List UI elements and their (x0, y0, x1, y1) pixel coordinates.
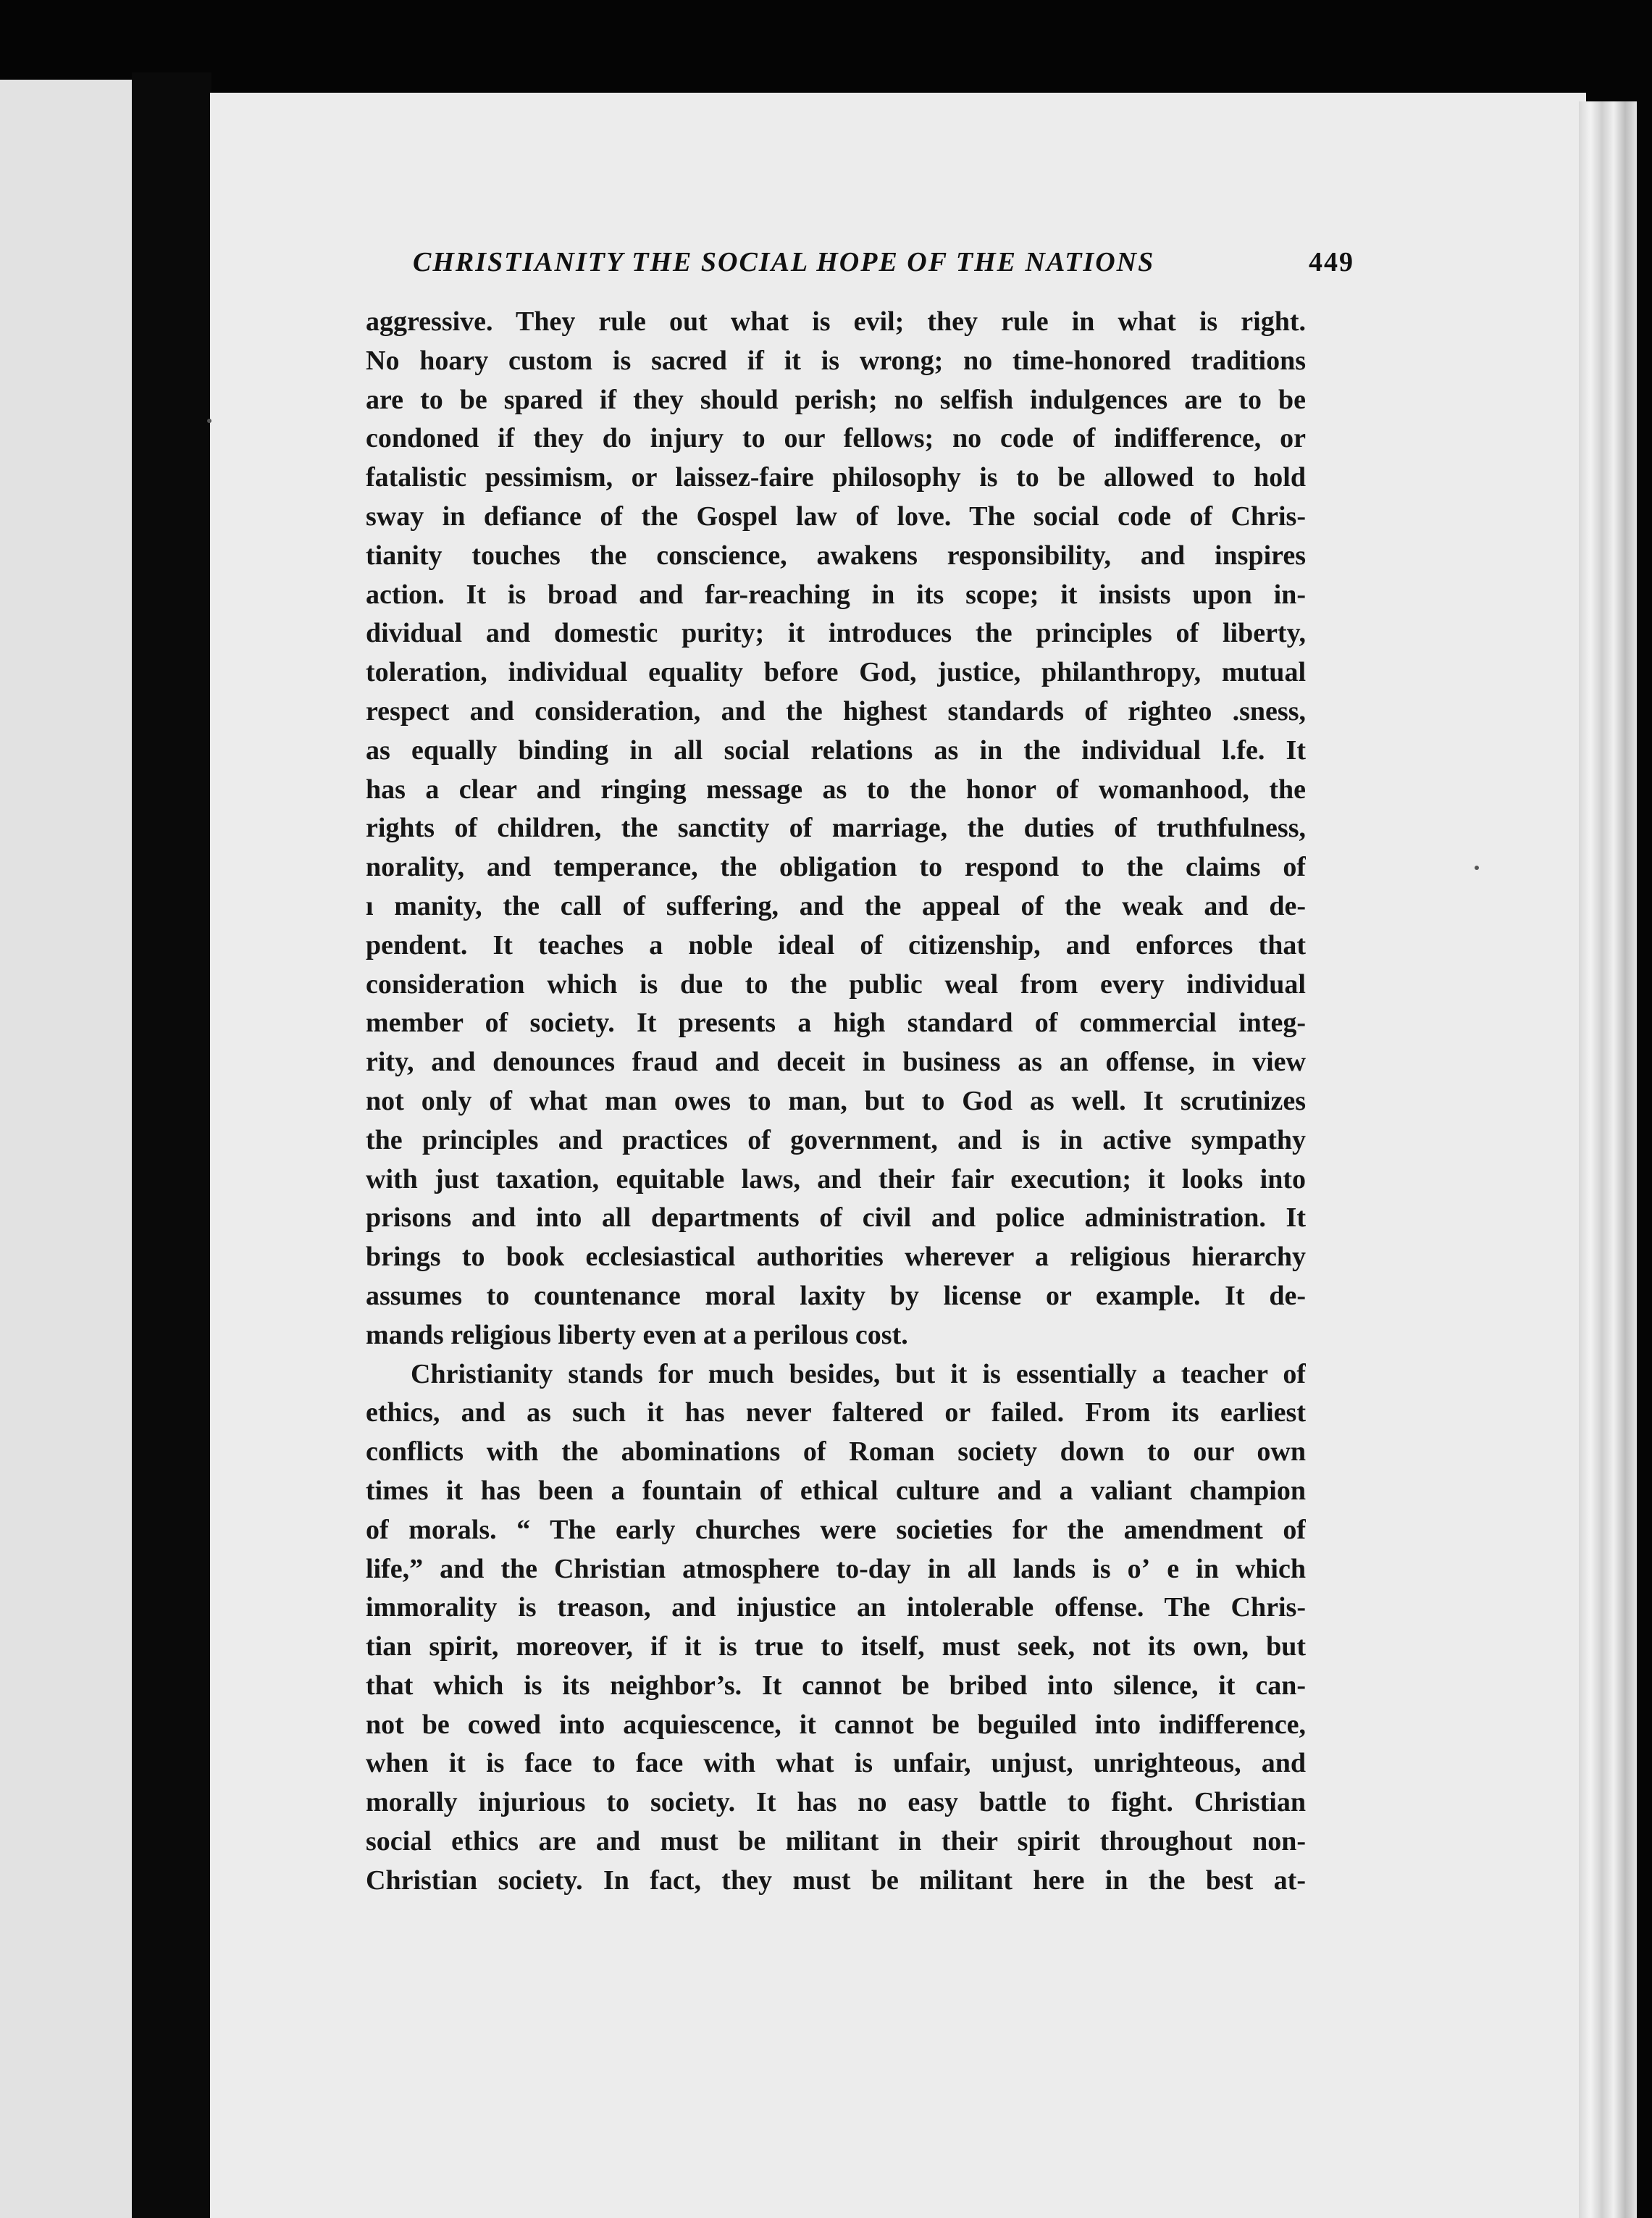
text-line: member of society. It presents a high standard of commercial integ- (366, 1008, 1306, 1039)
text-line: the principles and practices of government, and is in active sympathy (366, 1124, 1306, 1155)
text-line: of morals. “ The early churches were societies for the amendment of (366, 1514, 1306, 1545)
text-line: Christian society. In fact, they must be militant here in the best at- (366, 1865, 1306, 1896)
text-line: assumes to countenance moral laxity by license or example. It de- (366, 1280, 1306, 1311)
text-line: social ethics are and must be militant in their spirit throughout non- (366, 1826, 1306, 1857)
scan-speck (1475, 866, 1479, 870)
text-line: life,” and the Christian atmosphere to-day in all lands is oʼ e in which (366, 1553, 1306, 1584)
text-line: pendent. It teaches a noble ideal of citizenship, and enforces that (366, 929, 1306, 961)
text-line: prisons and into all departments of civil and police administration. It (366, 1202, 1306, 1234)
text-line: conflicts with the abominations of Roman society down to our own (366, 1436, 1306, 1468)
page-edge-stack (1579, 101, 1637, 2218)
text-line: condoned if they do injury to our fellows; no code of indifference, or (366, 423, 1306, 454)
text-line: that which is its neighbor’s. It cannot be bribed into silence, it can- (366, 1670, 1306, 1701)
text-line: aggressive. They rule out what is evil; they rule in what is right. (366, 306, 1306, 337)
text-line: rity, and denounces fraud and deceit in business as an offense, in view (366, 1047, 1306, 1078)
text-line: not only of what man owes to man, but to God as well. It scrutinizes (366, 1085, 1306, 1116)
text-line: brings to book ecclesiastical authorities wherever a religious hierarchy (366, 1242, 1306, 1273)
text-line: rights of children, the sanctity of marriage, the duties of truthfulness, (366, 813, 1306, 844)
text-line: sway in defiance of the Gospel law of love. The social code of Chris- (366, 501, 1306, 532)
text-line: No hoary custom is sacred if it is wrong; no time-honored traditions (366, 345, 1306, 376)
text-line: with just taxation, equitable laws, and their fair execution; it looks into (366, 1163, 1306, 1194)
scan-speck (207, 419, 211, 423)
text-line: when it is face to face with what is unfair, unjust, unrighteous, and (366, 1748, 1306, 1779)
text-line: respect and consideration, and the highest standards of righteo .sness, (366, 695, 1306, 727)
text-line: not be cowed into acquiescence, it cannot be beguiled into indifference, (366, 1709, 1306, 1740)
text-line: immorality is treason, and injustice an intolerable offense. The Chris- (366, 1592, 1306, 1623)
text-line: as equally binding in all social relations as in the individual l.fe. It (366, 735, 1306, 766)
text-line: fatalistic pessimism, or laissez-faire philosophy is to be allowed to hold (366, 462, 1306, 493)
running-header (413, 246, 1354, 281)
text-line: action. It is broad and far-reaching in its scope; it insists upon in- (366, 579, 1306, 610)
text-line: ethics, and as such it has never faltered or failed. From its earliest (366, 1397, 1306, 1428)
text-line: dividual and domestic purity; it introduces the principles of liberty, (366, 618, 1306, 649)
text-line: toleration, individual equality before God, justice, philanthropy, mutual (366, 657, 1306, 688)
text-line: morally injurious to society. It has no easy battle to fight. Christian (366, 1787, 1306, 1818)
body-text (366, 303, 1306, 1901)
running-title: CHRISTIANITY THE SOCIAL HOPE OF THE NATIONS (413, 247, 1155, 277)
text-line: are to be spared if they should perish; no selfish indulgences are to be (366, 384, 1306, 415)
book-gutter (132, 72, 211, 2218)
text-line: consideration which is due to the public weal from every individual (366, 968, 1306, 1000)
text-line: has a clear and ringing message as to the honor of womanhood, the (366, 774, 1306, 805)
text-line: ı manity, the call of suffering, and the appeal of the weak and de- (366, 890, 1306, 921)
text-line: tian spirit, moreover, if it is true to itself, must seek, not its own, but (366, 1631, 1306, 1662)
text-line: tianity touches the conscience, awakens responsibility, and inspires (366, 540, 1306, 571)
page-number: 449 (1309, 247, 1354, 277)
text-line: times it has been a fountain of ethical culture and a valiant champion (366, 1475, 1306, 1506)
text-line: mands religious liberty even at a perilous cost. (366, 1319, 908, 1350)
text-line: Christianity stands for much besides, but it is essentially a teacher of (411, 1358, 1306, 1389)
text-line: norality, and temperance, the obligation to respond to the claims of (366, 852, 1306, 883)
